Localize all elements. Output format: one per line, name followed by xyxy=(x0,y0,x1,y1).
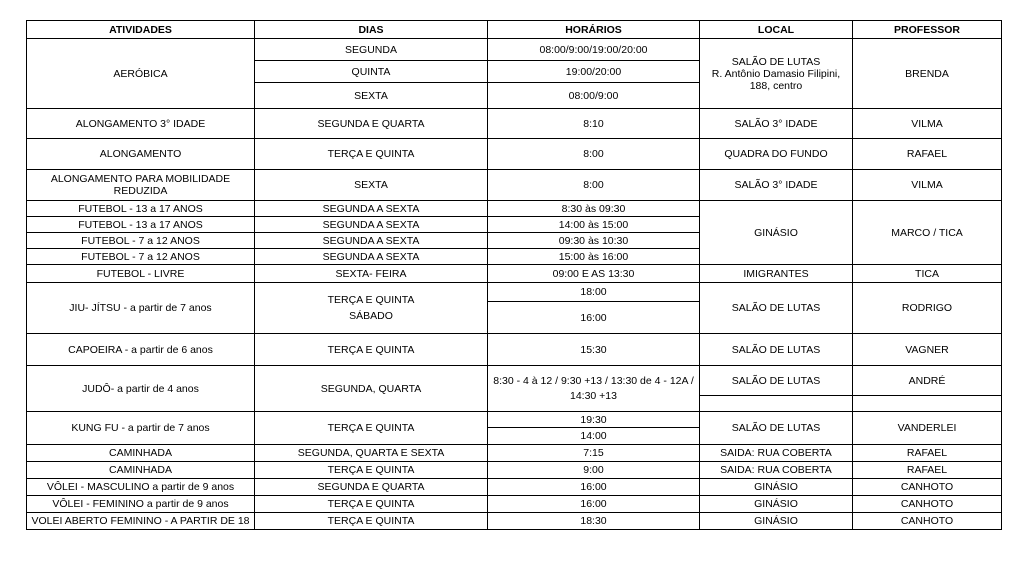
time-cell: 16:00 xyxy=(488,479,700,496)
table-row xyxy=(27,39,1002,61)
table-row xyxy=(27,366,1002,396)
days-cell: SEGUNDA A SEXTA xyxy=(255,249,488,265)
header-teacher: PROFESSOR xyxy=(853,21,1002,39)
teacher-cell: VAGNER xyxy=(853,334,1002,366)
teacher-cell: CANHOTO xyxy=(853,496,1002,513)
days-cell: SEXTA xyxy=(255,83,488,109)
activity-cell: CAMINHADA xyxy=(27,445,255,462)
activity-cell: KUNG FU - a partir de 7 anos xyxy=(27,412,255,445)
header-days: DIAS xyxy=(255,21,488,39)
time-cell: 08:00/9:00/19:00/20:00 xyxy=(488,39,700,61)
header-times: HORÁRIOS xyxy=(488,21,700,39)
location-cell: SALÃO 3° IDADE xyxy=(700,109,853,139)
time-cell: 7:15 xyxy=(488,445,700,462)
time-cell: 15:30 xyxy=(488,334,700,366)
activity-cell: VOLEI ABERTO FEMININO - A PARTIR DE 18 xyxy=(27,513,255,530)
time-cell: 19:30 xyxy=(488,412,700,428)
location-cell: SALÃO DE LUTAS R. Antônio Damasio Filipini, 188, centro xyxy=(700,39,853,109)
time-cell: 18:00 xyxy=(488,283,700,302)
activity-cell: FUTEBOL - 7 a 12 ANOS xyxy=(27,249,255,265)
location-cell-empty xyxy=(700,396,853,412)
activity-cell: AERÓBICA xyxy=(27,39,255,109)
days-cell: SEGUNDA xyxy=(255,39,488,61)
teacher-cell: CANHOTO xyxy=(853,479,1002,496)
table-row xyxy=(27,139,1002,170)
teacher-cell: RAFAEL xyxy=(853,462,1002,479)
time-cell: 14:00 às 15:00 xyxy=(488,217,700,233)
days-cell: SEXTA xyxy=(255,170,488,201)
table-row xyxy=(27,479,1002,496)
activity-cell: CAPOEIRA - a partir de 6 anos xyxy=(27,334,255,366)
teacher-cell: VILMA xyxy=(853,109,1002,139)
activity-cell: FUTEBOL - 7 a 12 ANOS xyxy=(27,233,255,249)
location-cell: SALÃO DE LUTAS xyxy=(700,283,853,334)
activity-cell: ALONGAMENTO xyxy=(27,139,255,170)
activity-cell: ALONGAMENTO 3° IDADE xyxy=(27,109,255,139)
time-cell: 08:00/9:00 xyxy=(488,83,700,109)
time-cell: 18:30 xyxy=(488,513,700,530)
days-cell: TERÇA E QUINTA xyxy=(255,513,488,530)
table-row xyxy=(27,334,1002,366)
days-cell: SEXTA- FEIRA xyxy=(255,265,488,283)
location-cell: SALÃO 3° IDADE xyxy=(700,170,853,201)
teacher-cell: TICA xyxy=(853,265,1002,283)
days-cell: QUINTA xyxy=(255,61,488,83)
location-cell: SALÃO DE LUTAS xyxy=(700,412,853,445)
activity-cell: VÔLEI - FEMININO a partir de 9 anos xyxy=(27,496,255,513)
days-cell: SEGUNDA E QUARTA xyxy=(255,479,488,496)
table-row xyxy=(27,496,1002,513)
time-cell: 8:30 - 4 à 12 / 9:30 +13 / 13:30 de 4 - 12A / 14:30 +13 xyxy=(488,366,700,412)
location-cell: SALÃO DE LUTAS xyxy=(700,334,853,366)
teacher-cell: VANDERLEI xyxy=(853,412,1002,445)
table-row xyxy=(27,265,1002,283)
time-cell: 09:00 E AS 13:30 xyxy=(488,265,700,283)
time-cell: 8:00 xyxy=(488,170,700,201)
location-cell: SAIDA: RUA COBERTA xyxy=(700,462,853,479)
location-cell: GINÁSIO xyxy=(700,479,853,496)
days-cell: TERÇA E QUINTA xyxy=(255,462,488,479)
header-location: LOCAL xyxy=(700,21,853,39)
table-row xyxy=(27,283,1002,302)
time-cell: 8:10 xyxy=(488,109,700,139)
time-cell: 09:30 às 10:30 xyxy=(488,233,700,249)
table-row xyxy=(27,201,1002,217)
time-cell: 14:00 xyxy=(488,428,700,445)
days-cell: SEGUNDA A SEXTA xyxy=(255,233,488,249)
days-cell: TERÇA E QUINTA xyxy=(255,139,488,170)
days-cell: TERÇA E QUINTA xyxy=(255,496,488,513)
teacher-cell: RAFAEL xyxy=(853,445,1002,462)
activity-cell: FUTEBOL - 13 a 17 ANOS xyxy=(27,201,255,217)
days-cell: SEGUNDA A SEXTA xyxy=(255,201,488,217)
teacher-cell-empty xyxy=(853,396,1002,412)
time-cell: 8:00 xyxy=(488,139,700,170)
days-cell: SEGUNDA E QUARTA xyxy=(255,109,488,139)
activity-cell: VÔLEI - MASCULINO a partir de 9 anos xyxy=(27,479,255,496)
days-cell: SEGUNDA A SEXTA xyxy=(255,217,488,233)
teacher-cell: MARCO / TICA xyxy=(853,201,1002,265)
activity-cell: JUDÔ- a partir de 4 anos xyxy=(27,366,255,412)
days-cell: SEGUNDA, QUARTA xyxy=(255,366,488,412)
table-row xyxy=(27,462,1002,479)
activity-cell: CAMINHADA xyxy=(27,462,255,479)
location-cell: GINÁSIO xyxy=(700,513,853,530)
teacher-cell: BRENDA xyxy=(853,39,1002,109)
schedule-table xyxy=(26,20,1002,530)
time-cell: 19:00/20:00 xyxy=(488,61,700,83)
table-row xyxy=(27,445,1002,462)
table-row xyxy=(27,513,1002,530)
location-cell: SALÃO DE LUTAS xyxy=(700,366,853,396)
time-cell: 16:00 xyxy=(488,302,700,334)
teacher-cell: VILMA xyxy=(853,170,1002,201)
teacher-cell: RODRIGO xyxy=(853,283,1002,334)
teacher-cell: ANDRÉ xyxy=(853,366,1002,396)
header-activities: ATIVIDADES xyxy=(27,21,255,39)
days-cell: TERÇA E QUINTA SÁBADO xyxy=(255,283,488,334)
location-cell: QUADRA DO FUNDO xyxy=(700,139,853,170)
time-cell: 15:00 às 16:00 xyxy=(488,249,700,265)
table-row xyxy=(27,109,1002,139)
activity-cell: FUTEBOL - 13 a 17 ANOS xyxy=(27,217,255,233)
days-cell: TERÇA E QUINTA xyxy=(255,334,488,366)
time-cell: 16:00 xyxy=(488,496,700,513)
location-cell: GINÁSIO xyxy=(700,496,853,513)
activity-cell: JIU- JÍTSU - a partir de 7 anos xyxy=(27,283,255,334)
days-cell: SEGUNDA, QUARTA E SEXTA xyxy=(255,445,488,462)
location-cell: GINÁSIO xyxy=(700,201,853,265)
location-cell: SAIDA: RUA COBERTA xyxy=(700,445,853,462)
activity-cell: FUTEBOL - LIVRE xyxy=(27,265,255,283)
days-cell: TERÇA E QUINTA xyxy=(255,412,488,445)
table-row xyxy=(27,412,1002,428)
location-cell: IMIGRANTES xyxy=(700,265,853,283)
teacher-cell: CANHOTO xyxy=(853,513,1002,530)
activity-cell: ALONGAMENTO PARA MOBILIDADE REDUZIDA xyxy=(27,170,255,201)
table-row xyxy=(27,170,1002,201)
header-row xyxy=(27,21,1002,39)
teacher-cell: RAFAEL xyxy=(853,139,1002,170)
time-cell: 8:30 às 09:30 xyxy=(488,201,700,217)
time-cell: 9:00 xyxy=(488,462,700,479)
